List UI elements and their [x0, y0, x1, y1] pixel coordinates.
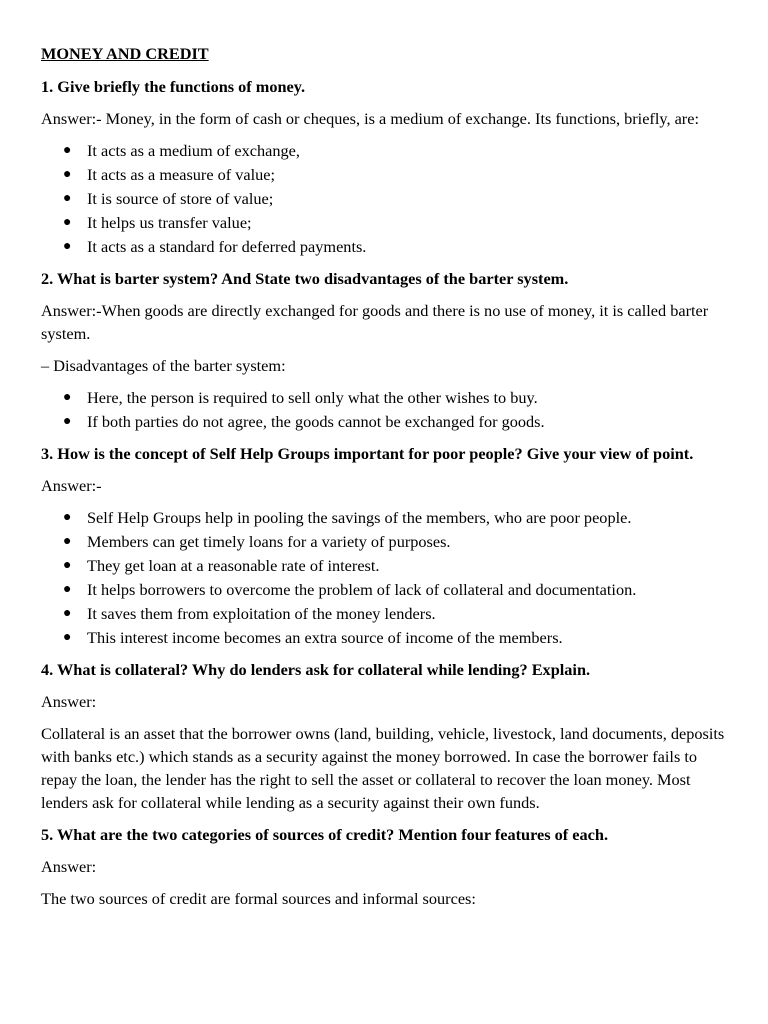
bullet-icon: ● — [63, 630, 72, 645]
list-item: ● It acts as a measure of value; — [41, 163, 730, 187]
bullet-icon: ● — [63, 510, 72, 525]
bullet-icon: ● — [63, 167, 72, 182]
answer-3: Answer:- — [41, 476, 102, 495]
answer-2-subhead: – Disadvantages of the barter system: — [41, 356, 286, 375]
list-item: ● Members can get timely loans for a variety of purposes. — [41, 530, 730, 554]
bullet-icon: ● — [63, 143, 72, 158]
list-item: ● They get loan at a reasonable rate of interest. — [41, 554, 730, 578]
answer-1-list — [41, 139, 730, 259]
question-4: 4. What is collateral? Why do lenders ask for collateral while lending? Explain. — [41, 660, 591, 679]
answer-2-list — [41, 386, 730, 434]
list-item: ● It helps borrowers to overcome the problem of lack of collateral and documentation. — [41, 578, 730, 602]
document-title: MONEY AND CREDIT — [41, 44, 209, 63]
answer-4: Answer: — [41, 692, 97, 711]
bullet-icon: ● — [63, 558, 72, 573]
list-item: ● It helps us transfer value; — [41, 211, 730, 235]
list-item: ● Self Help Groups help in pooling the savings of the members, who are poor people. — [41, 506, 730, 530]
bullet-icon: ● — [63, 191, 72, 206]
bullet-icon: ● — [63, 582, 72, 597]
list-item: ● Here, the person is required to sell only what the other wishes to buy. — [41, 386, 730, 410]
bullet-icon: ● — [63, 414, 72, 429]
bullet-icon: ● — [63, 390, 72, 405]
list-item: ● It is source of store of value; — [41, 187, 730, 211]
answer-5-body: The two sources of credit are formal sources and informal sources: — [41, 889, 476, 908]
question-5: 5. What are the two categories of sources of credit? Mention four features of each. — [41, 825, 609, 844]
bullet-icon: ● — [63, 239, 72, 254]
question-3: 3. How is the concept of Self Help Groups important for poor people? Give your view of point. — [41, 444, 694, 463]
list-item: ● It acts as a medium of exchange, — [41, 139, 730, 163]
list-item: ● This interest income becomes an extra source of income of the members. — [41, 626, 730, 650]
list-item: ● It saves them from exploitation of the money lenders. — [41, 602, 730, 626]
question-2: 2. What is barter system? And State two disadvantages of the barter system. — [41, 269, 569, 288]
answer-1: Answer:- Money, in the form of cash or cheques, is a medium of exchange. Its functions, briefly, are: — [41, 109, 699, 128]
question-1: 1. Give briefly the functions of money. — [41, 77, 306, 96]
bullet-icon: ● — [63, 215, 72, 230]
answer-3-list — [41, 506, 730, 650]
bullet-icon: ● — [63, 606, 72, 621]
bullet-icon: ● — [63, 534, 72, 549]
answer-2: Answer:-When goods are directly exchanged for goods and there is no use of money, it is called barter system. — [41, 301, 709, 343]
list-item: ● If both parties do not agree, the goods cannot be exchanged for goods. — [41, 410, 730, 434]
answer-4-body: Collateral is an asset that the borrower owns (land, building, vehicle, livestock, land documents, deposits with banks etc.) which stands as a security against the money borrowed. In case the borrower fails to repay the loan, the lender has the right to sell the asset or collateral to recover the loan money. Most lenders ask for collateral while lending as a security against their own funds. — [41, 724, 725, 812]
list-item: ● It acts as a standard for deferred payments. — [41, 235, 730, 259]
answer-5: Answer: — [41, 857, 97, 876]
